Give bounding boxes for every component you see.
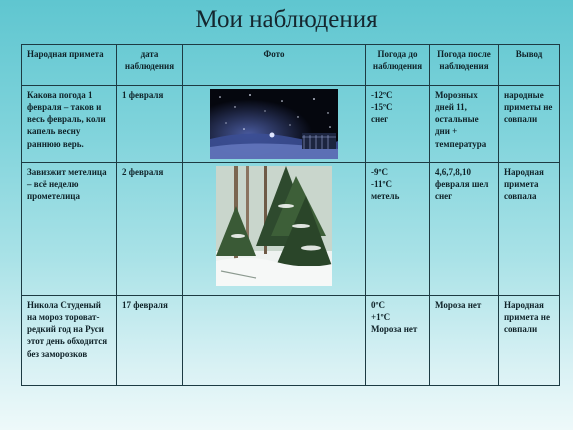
header-photo: Фото — [183, 45, 366, 86]
table-row — [22, 296, 560, 386]
weather-before-cell — [366, 163, 430, 296]
weather-note: метель — [371, 191, 400, 202]
observations-table — [21, 44, 560, 386]
header-weather-after: Погода после наблюдения — [430, 45, 499, 86]
header-weather-before: Погода до наблюдения — [366, 45, 430, 86]
weather-note: снег — [371, 114, 389, 125]
header-sign: Народная примета — [22, 45, 117, 86]
weather-after-cell: 4,6,7,8,10 февраля шел снег — [430, 163, 499, 296]
photo-cell-empty — [183, 296, 366, 386]
night-snow-photo — [210, 89, 338, 159]
conclusion-cell: Народная примета совпала — [499, 163, 560, 296]
date-cell: 1 февраля — [117, 86, 183, 163]
weather-after-cell: Мороза нет — [430, 296, 499, 386]
snowy-forest-photo — [216, 166, 332, 286]
table-header-row — [22, 45, 560, 86]
weather-before-cell — [366, 86, 430, 163]
sign-cell: Никола Студеный на мороз тороват- редкий год на Руси этот день обходится без заморозков — [22, 296, 117, 386]
temp-value: -12ºC — [371, 90, 393, 100]
header-date: дата наблюдения — [117, 45, 183, 86]
header-conclusion: Вывод — [499, 45, 560, 86]
date-cell: 17 февраля — [117, 296, 183, 386]
photo-cell — [183, 163, 366, 296]
weather-note: Мороза нет — [371, 324, 418, 335]
table-row — [22, 86, 560, 163]
conclusion-cell: народные приметы не совпали — [499, 86, 560, 163]
temp-value: -9ºC — [371, 167, 388, 177]
temp-value: 0ºC — [371, 300, 385, 310]
slide-title: Мои наблюдения — [195, 6, 378, 33]
photo-cell — [183, 86, 366, 163]
temp-value: -11ºC — [371, 179, 392, 190]
table-row — [22, 163, 560, 296]
sign-cell: Завизжит метелица – всё неделю прометелица — [22, 163, 117, 296]
date-cell: 2 февраля — [117, 163, 183, 296]
weather-before-cell — [366, 296, 430, 386]
sign-cell: Какова погода 1 февраля – таков и весь февраль, коли капель весну раннюю верь. — [22, 86, 117, 163]
temp-value: +1ºC — [371, 312, 391, 323]
conclusion-cell: Народная примета не совпали — [499, 296, 560, 386]
temp-value: -15ºC — [371, 102, 393, 113]
weather-after-cell: Морозных дней 11, остальные дни + температура — [430, 86, 499, 163]
